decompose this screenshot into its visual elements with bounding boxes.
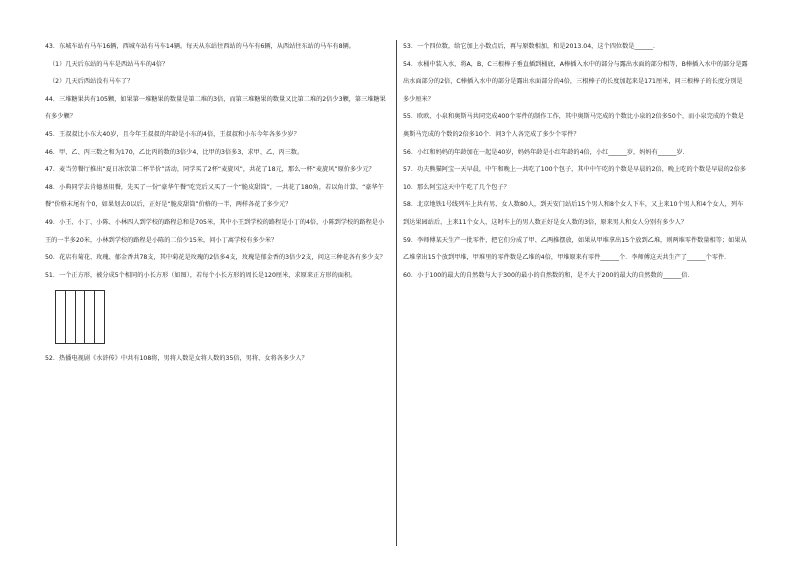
question-60: 60．小于100的最大的自然数与大于300的最小的自然数的和，是不大于200的最大的自然数的______倍．	[403, 271, 694, 279]
question-44: 44．三堆糖果共有105颗，如果第一堆糖果的数量是第二堆的3倍，而第三堆糖果的数量又比第二堆的2倍少3颗，第三堆糖果有多少颗？	[45, 95, 386, 121]
question-49: 49．小王、小丁、小陈、小林四人到学校的路程总和是705米，其中小王到学校的路程是小丁的4倍，小陈到学校的路程是小王的一半多20米，小林到学校的路程是小陈的二倍少15米，问小丁离学校有多少米？	[45, 218, 385, 244]
question-46: 46．甲、乙、丙三数之和为170，乙比丙的数的3倍少4，比甲的3倍多3，求甲、乙、丙三数。	[45, 148, 304, 156]
question-56: 56．小红和妈妈的年龄加在一起是40岁，妈妈年龄是小红年龄的4倍，小红______岁，妈妈有______岁．	[403, 148, 689, 156]
question-45: 45．王叔叔比小东大40岁，且今年王叔叔的年龄是小东的4倍，王叔叔和小东今年各多少岁？	[45, 130, 300, 138]
small-rectangle	[76, 291, 86, 343]
question-51: 51．一个正方形，被分成5个相同的小长方形（如图），若每个小长方形的周长是120厘米，求原来正方形的面积。	[45, 271, 357, 279]
question-58: 58．北京地铁1号线列车上共有男、女人数80人，到天安门站后15个男人和8个女人下车，又上来10个男人和4个女人，列车到达果园站后，上来11个女人，这时车上的男人数正好是女人数的3倍，原来男人和女人分别有多少人？	[403, 201, 744, 226]
small-rectangle	[85, 291, 95, 343]
small-rectangle	[95, 291, 104, 343]
question-47: 47．麦当劳餐厅推出“夏日冰饮第二杯半价”活动，同学买了2杯“麦旋风”，共花了18元，那么一杯“麦旋风”原价多少元？	[45, 166, 375, 174]
column-divider	[396, 40, 397, 546]
question-53: 53．一个四位数，给它加上小数点后，再与原数相加，和是2013.04，这个四位数是______．	[403, 43, 660, 50]
question-54: 54．水桶中装入水，将A，B，C三根棒子垂直插到桶底，A棒插入水中的部分与露出水面的部分相等，B棒插入水中的部分是露出水面部分的2倍，C棒插入水中的部分是露出水面部分的4倍，三根棒子的长度加起来是171厘米，问三根棒子的长度分别是多少厘米？	[403, 60, 748, 103]
question-43-part-1: （1）几天后东站的马车是西站马车的4倍？	[49, 60, 169, 68]
right-column	[403, 38, 748, 284]
question-43: 43．东城车站有马车16辆，西城车站有马车14辆。每天从东站往西站的马车有6辆，从西站往东站的马车有8辆。	[45, 43, 355, 50]
question-48: 48．小典同学去肯德基用餐，先买了一份“豪华午餐”吃完后又买了一个“脆皮甜筒”，一共花了180角，若以角计算，“豪华午餐”价格末尾有个0，如果划去0以后，正好是“脆皮甜筒”价格的一半，两样各花了多少元？	[45, 183, 384, 209]
question-55: 55．欧欧、小泉和奥斯马共同完成400个零件的制作工作，其中奥斯马完成的个数比小泉的2倍多50个，而小泉完成的个数是奥斯马完成的个数的2倍多10个．问3个人各完成了多少个零件？	[403, 113, 744, 138]
question-50: 50．花店有菊花、玫瑰、郁金香共78支，其中菊花是玫瑰的2倍多4支，玫瑰是郁金香的3倍少2支，问这三种花各有多少支？	[45, 254, 386, 262]
square-divided-figure	[55, 290, 105, 344]
small-rectangle	[66, 291, 76, 343]
small-rectangle	[56, 291, 66, 343]
question-43-part-2: （2）几天后西站没有马车了？	[49, 78, 134, 86]
left-column	[45, 38, 390, 368]
question-59: 59．李师傅某天生产一批零件，把它们分成了甲、乙两推摆放，如果从甲堆拿出15个放到乙堆，则两堆零件数量相等；如果从乙堆拿出15个放到甲堆，甲堆里的零件数是乙堆的4倍，甲堆原来有零件______个．李师傅这天共生产了______个零件．	[403, 236, 747, 262]
question-52: 52．热播电视剧《水浒传》中共有108将，男将人数是女将人数的35倍，男将、女将各多少人？	[45, 355, 308, 363]
question-57: 57．功夫熊猫阿宝一天早晨，中午和晚上一共吃了100个包子，其中中午吃的个数是早晨的2倍，晚上吃的个数是早晨的2倍多10．那么阿宝这天中午吃了几个包子？	[403, 166, 747, 191]
